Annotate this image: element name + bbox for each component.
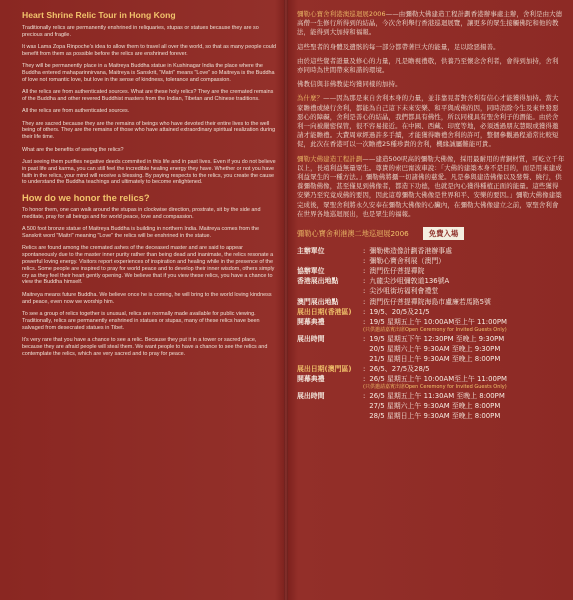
hk-time-row: 20/5 星期六上午 9:30AM 至晚上 9:30PM: [369, 344, 501, 353]
chinese-paragraph: [297, 155, 565, 219]
mo-opening-row: 開幕典禮 : 26/5 星期五上午 10:00AM至上午 11:00PM: [297, 375, 507, 384]
english-paragraph: Traditionally relics are permanently enshrined in reliquaries, stupas or statues because they are so precious and fragile.: [22, 25, 259, 38]
info-row: : 尖沙咀街坊福利會禮堂: [363, 287, 439, 296]
english-paragraph: To honor them, one can walk around the stupas in clockwise direction, prostrate, sit by the side and meditate, pray for all beings and for world peace, love and compassion.: [22, 206, 261, 220]
english-paragraph: They will be permanently place in a Maitreya Buddha statue in Kushinagar India the place where the Buddha entered mahaparinnirvana, Maitreya is Sanskrit, "Matri" means "Love" so Maitreya is the Buddha of love not romantic love, but love in the sense of kindness, tolerance and compassion.: [22, 63, 275, 84]
english-paragraph: What are the benefits of seeing the relics?: [22, 146, 124, 153]
info-row: 香港展出地點 : 九龍尖沙咀彌敦道136號A: [297, 277, 450, 286]
paragraph-text: ——因為那是來自舍利本身的力量，並非靠見者對舍利有信心才能獲得加持。當大家瞻禮或繞行舍利，都能為自己這下未來安樂、和平與成佛的因，同時消除今生及來世發惡惡心的障礙，舍利是善心的結晶，我們都具有佛性，所以同樣具有聖舍利子的潛能。由於舍利一向被嚴密保管，很不容易接近。在中國、西藏、印度等地，必須透過朋友慧眼或獲得邀請才能瞻禮。大費周章經過許多手續，才能獲得瞻禮舍利的許可，整個參觀過程通常比較短促，此次在香港可以一次瞻禮25種珍貴的舍利，機緣誠屬難能可貴。: [297, 94, 559, 149]
chinese-column: [297, 10, 565, 598]
info-row: : 彌勒心寶舍利展（澳門）: [363, 257, 446, 266]
mo-dates-row: 展出日期(澳門區) : 26/5、27/5及28/5: [297, 365, 430, 374]
paragraph-text: ——由彌勒大佛建造工程計劃香港辦事處主辦，舍利是由大德高僧一生修行所得到的結晶，今次舍利舉行香港巡迴展覽，讓更多的眾生接觸佛陀和他的教法，能得到大加持和福報。: [297, 10, 563, 37]
info-row: 主辦單位 : 彌勒佛造像計劃香港辦事處: [297, 247, 453, 256]
exhibition-heading: 彌勒心寶舍利港澳二地巡迴展2006: [297, 228, 409, 238]
english-paragraph: A 500 foot bronze statue of Maitreya Buddha is building in northern India. Maitreya comes from the Sanskrit word "Maitri" meaning "Love" the relics will be enshrined in the statue.: [22, 225, 259, 239]
english-paragraph: All the relics are from authenticated sources.: [22, 108, 130, 115]
info-row: 澳門展出地點 : 澳門佐仔菩提禪院海島市盧廉若馬路5號: [297, 297, 491, 306]
english-paragraph: To see a group of relics together is unusual, relics are normally made available for public viewing. Traditionally, relics are permanently enshrined in statues or stupas, many of these relics have been salvaged from desecrated statues in Tibet.: [22, 310, 260, 331]
chinese-paragraph: 這些聖者的身體及遺骸的每一部分都帶著巨大的能量，足以除惡揚善。: [297, 42, 500, 51]
hk-opening-row: 開幕典禮 : 19/5 星期五上午 10:00AM至上午 11:00PM: [297, 317, 507, 326]
mo-time-row: 展出時間 : 26/5 星期五上午 11:30AM 至晚上 8:00PM: [297, 392, 505, 401]
hk-dates-row: 展出日期(香港區) : 19/5、20/5及21/5: [297, 307, 430, 316]
highlight-text: 為什麼？: [297, 94, 324, 103]
paragraph-text: ——建造500呎高的彌勒大佛像，採用最耐用的青銅材質，可屹立千年以上，長遠利益無量眾生。尊貴的索巴甯波車說：「大佛的建築本身不是目的，而是用來建成利益眾生的一種方法。」彌勒佛將攝一切諸佛的慈愛。凡是參與建造佛像以及發聲、繞行，供養彌勒佛像，甚至僅見到佛像者，都造下功德，也就是內心獲得種植正面的能量。這些獲得安樂乃至究竟成佛的要因，因此這尊彌勒大佛像是世界和平、安樂的要因。」彌勒大佛像建築完成後，眾聖舍利將永久安奉在彌勒大佛像的心臟內，在彌勒大佛像建立之前，眾聖舍利會在世界各地巡迴展出，也是眾生的福報。: [297, 154, 565, 218]
chinese-paragraph: [297, 10, 565, 38]
english-paragraph: All the relics are from authenticated sources. What are these holy relics? They are the cremated remains of the Buddha and other revered Buddhist masters from the Indian, Tibetan and Chinese traditions.: [22, 89, 274, 103]
english-paragraph: It was Lama Zopa Rinpoche's idea to allow them to travel all over the world, so that as many people could benefit from them as possible before the relics are enshrined forever.: [22, 44, 277, 58]
highlight-text: 彌勒心寶舍利港澳巡迴展2006: [297, 10, 386, 18]
english-paragraph: Relics are found among the cremated ashes of the deceased master and are said to appear spontaneously due to the master inner purity rather than being dead and inanimate, the relics resonate a powerful loving energy. Visitors report experiences of inspiration and healing while in the presence of the relics. Some people are inspired to pray for world peace and to develop their inner wisdom, others simply cry as they feel their heart gently opening. We believe that if you view these relics, you have a chance to view the Buddha himself.: [22, 244, 275, 286]
mo-time-row: 28/5 星期日上午 9:30AM 至晚上 8:00PM: [369, 412, 501, 421]
exhibition-heading-row: [297, 227, 565, 240]
english-column: [22, 10, 278, 598]
english-paragraph: They are sacred because they are the remains of beings who have devoted their entire lives to the well being of others. They are the remains of those who have attained extraordinary spiritual realization during their life time.: [22, 120, 276, 141]
mo-opening-note: (只供邀請嘉賓出席Open Ceremony for Invited Guests Only): [363, 384, 507, 391]
info-row: 協辦單位 : 澳門佐仔菩提禪院: [297, 267, 425, 276]
hk-time-row: 21/5 星期日上午 9:30AM 至晚上 8:00PM: [369, 355, 501, 363]
chinese-paragraph: 佛教信與非佛教徒均獲同樣的加持。: [297, 80, 402, 89]
page-fold: [284, 0, 288, 600]
english-title: Heart Shrine Relic Tour in Hong Kong: [22, 10, 176, 20]
hk-opening-note: (只供邀請嘉賓出席Open Ceremony for Invited Guests Only): [363, 326, 507, 333]
hk-time-row: 展出時間 : 19/5 星期五下午 12:30PM 至晚上 9:30PM: [297, 334, 505, 343]
highlight-text: 彌勒大佛建造工程計劃: [297, 154, 363, 163]
exhibition-info: [297, 246, 565, 422]
english-subtitle: How do we honor the relics?: [22, 191, 150, 203]
english-paragraph: It's very rare that you have a chance to see a relic. Because they put it in a tower or sacred place, because they are afraid people will steal them. We want people to have a chance to see the relics and contemplate the relics, which are very sacred and to pray for peace.: [22, 336, 268, 357]
english-paragraph: Just seeing them purifies negative deeds commited in this life and in past lives. Even if you do not believe in past life and karma, you can still feel the incredible healing energy they have. Whether or not you have faith in the relics, your mind will receive a blessing. By paying respects to the relics, you create the cause to understand the Buddha teachings and ultimately to become enlightened.: [22, 158, 276, 186]
english-paragraph: Maitreya means future Buddha. We believe once he is coming, he will bring to the world loving kindness and peace, even now we worship him.: [22, 291, 272, 305]
chinese-paragraph: 由於這些覺者證量及修心的力量，凡是瞻視禮敬，供養乃至懷念舍利者，會得到加持，舍利亦同時為世間帶來和諧的環境。: [297, 56, 559, 75]
free-admission-badge: 免費入場: [423, 227, 465, 240]
chinese-paragraph: [297, 94, 565, 149]
mo-time-row: 27/5 星期六上午 9:30AM 至晚上 8:00PM: [369, 402, 501, 411]
